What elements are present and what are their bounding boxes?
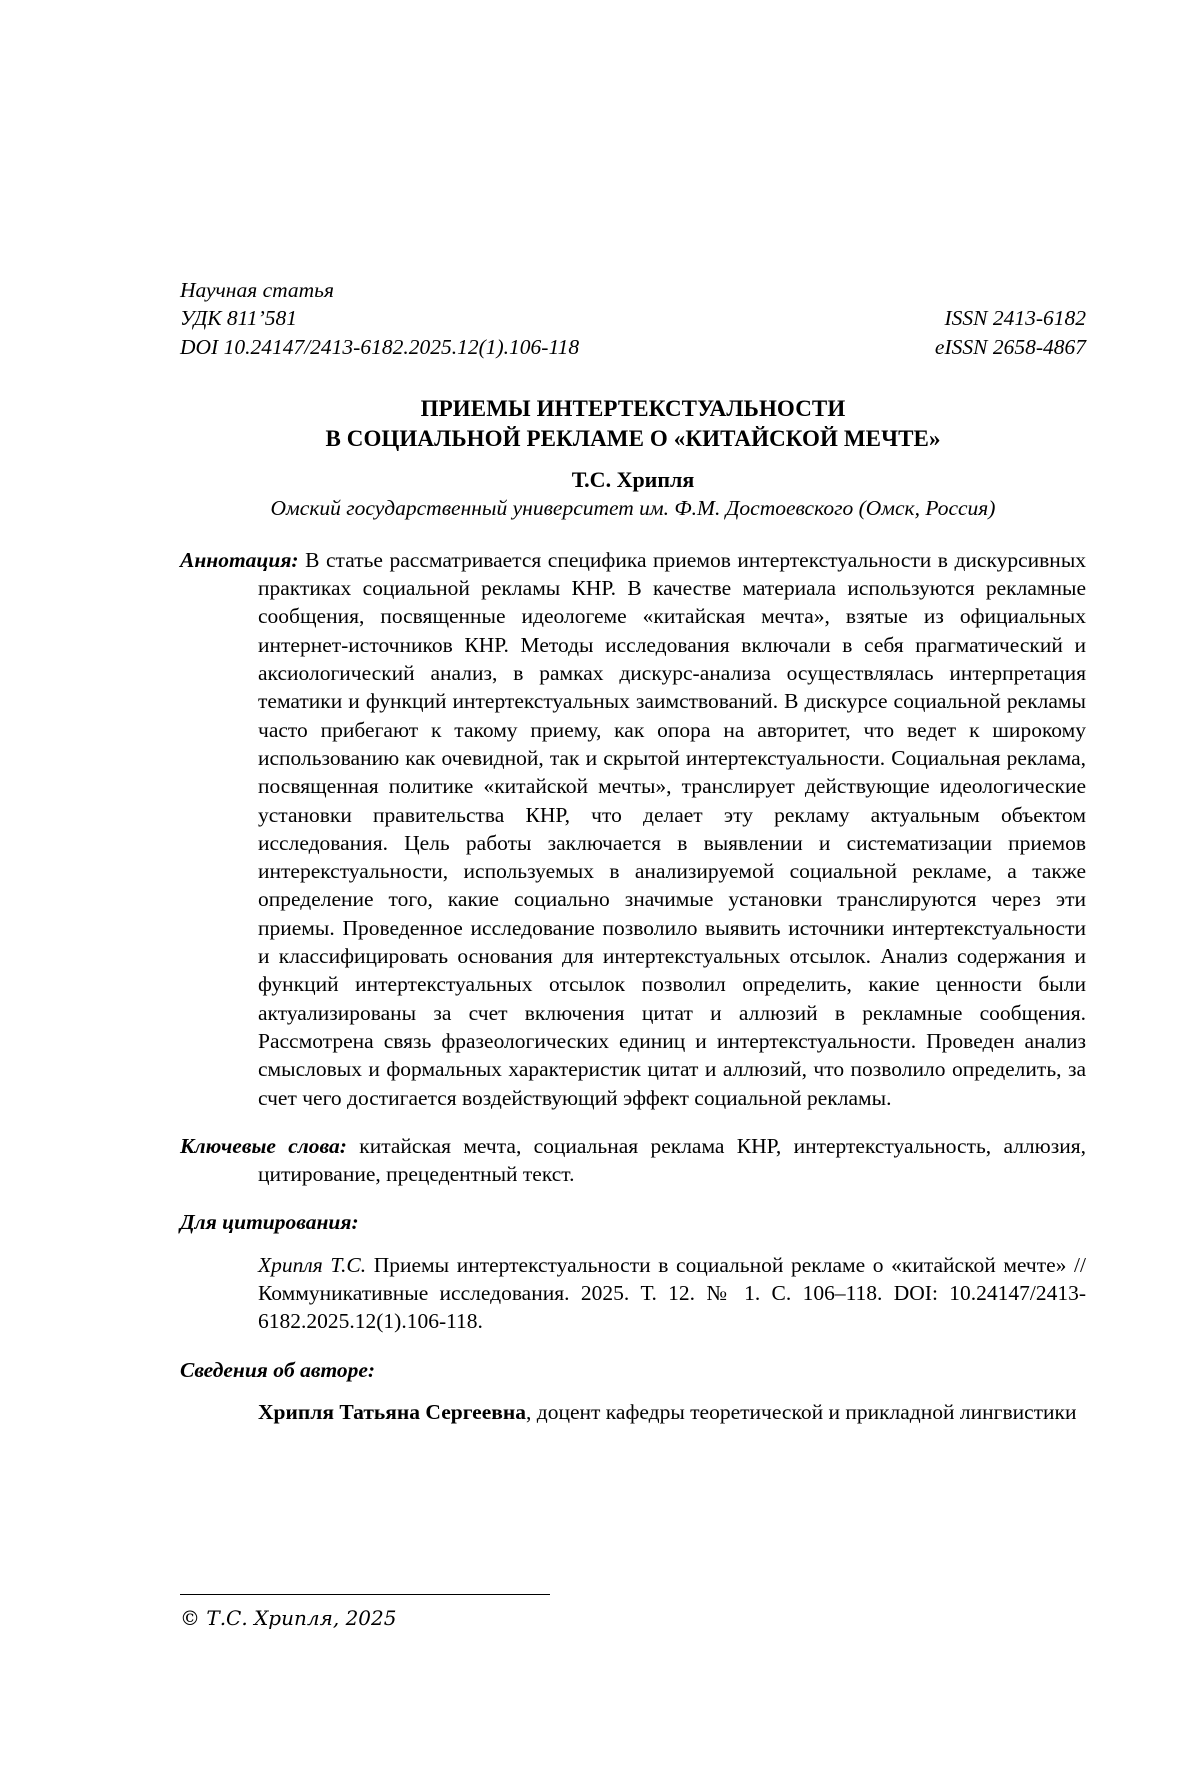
- title-line-2: В СОЦИАЛЬНОЙ РЕКЛАМЕ О «КИТАЙСКОЙ МЕЧТЕ»: [325, 425, 941, 451]
- eissn: eISSN 2658-4867: [934, 334, 1086, 359]
- citation-label: Для цитирования:: [180, 1210, 359, 1235]
- keywords-section: [180, 1132, 1086, 1189]
- author-position: , доцент кафедры теоретической и прикладной лингвистики: [526, 1399, 1077, 1424]
- footnote-divider: [180, 1594, 550, 1595]
- abstract-label: Аннотация:: [180, 547, 299, 572]
- article-first-page: [180, 276, 1086, 1426]
- article-title: [180, 394, 1086, 454]
- citation-text: Приемы интертекстуальности в социальной рекламе о «китайской мечте» // Коммуникативные исследования. 2025. Т. 12. № 1. С. 106–118. DOI: 10.24147/2413-6182.2025.12(1).106-118.: [258, 1252, 1087, 1334]
- abstract-paragraph: [180, 546, 1086, 1112]
- keywords-label: Ключевые слова:: [180, 1133, 347, 1158]
- author-affiliation: Омский государственный университет им. Ф.М. Достоевского (Омск, Россия): [270, 495, 996, 520]
- author-info-section: [180, 1356, 1086, 1427]
- citation-section: [180, 1208, 1086, 1335]
- doi: DOI 10.24147/2413-6182.2025.12(1).106-118: [180, 334, 580, 359]
- issn: ISSN 2413-6182: [944, 306, 1086, 331]
- author-full-name: Хрипля Татьяна Сергеевна: [258, 1399, 527, 1424]
- author-info-label: Сведения об авторе:: [180, 1357, 376, 1382]
- title-line-1: ПРИЕМЫ ИНТЕРТЕКСТУАЛЬНОСТИ: [420, 395, 846, 421]
- article-type: Научная статья: [180, 278, 334, 302]
- udc-issn-line: [180, 304, 1086, 332]
- keywords-text: китайская мечта, социальная реклама КНР, интертекстуальность, аллюзия, цитирование, прецедентный текст.: [258, 1133, 1086, 1187]
- abstract-text: В статье рассматривается специфика приемов интертекстуальности в дискурсивных практиках социальной рекламы КНР. В качестве материала используются рекламные сообщения, посвященные идеологеме «китайская мечта», взятые из официальных интернет-источников КНР. Методы исследования включали в себя прагматический и аксиологический анализ, в рамках дискурс-анализа осуществлялась интерпретация тематики и функций интертекстуальных заимствований. В дискурсе социальной рекламы часто прибегают к такому приему, как опора на авторитет, что ведет к широкому использованию как очевидной, так и скрытой интертекстуальности. Социальная реклама, посвященная политике «китайской мечты», транслирует действующие идеологические установки правительства КНР, что делает эту рекламу актуальным объектом исследования. Цель работы заключается в выявлении и систематизации приемов интерекстуальности, используемых в анализируемой социальной рекламе, а также определение того, какие социально значимые установки транслируются через эти приемы. Проведенное исследование позволило выявить источники интертекстуальности и классифицировать основания для интертекстуальных отсылок. Анализ содержания и функций интертекстуальных отсылок позволил определить, какие ценности были актуализированы за счет включения цитат и аллюзий в рекламные сообщения. Рассмотрена связь фразеологических единиц и интертекстуальности. Проведен анализ смысловых и формальных характеристик цитат и аллюзий, что позволило определить, за счет чего достигается воздействующий эффект социальной рекламы.: [258, 547, 1087, 1110]
- doi-eissn-line: [180, 333, 1086, 361]
- citation-text-paragraph: [180, 1251, 1086, 1336]
- keywords-paragraph: [180, 1132, 1086, 1189]
- udc-code: УДК 811’581: [180, 306, 298, 331]
- author-name: Т.С. Хрипля: [571, 466, 695, 492]
- citation-author: Хрипля Т.С.: [258, 1252, 367, 1277]
- article-type-line: [180, 276, 1086, 304]
- author-info-paragraph: [180, 1398, 1086, 1426]
- abstract-section: [180, 546, 1086, 1112]
- copyright-note: © Т.С. Хрипля, 2025: [180, 1606, 397, 1630]
